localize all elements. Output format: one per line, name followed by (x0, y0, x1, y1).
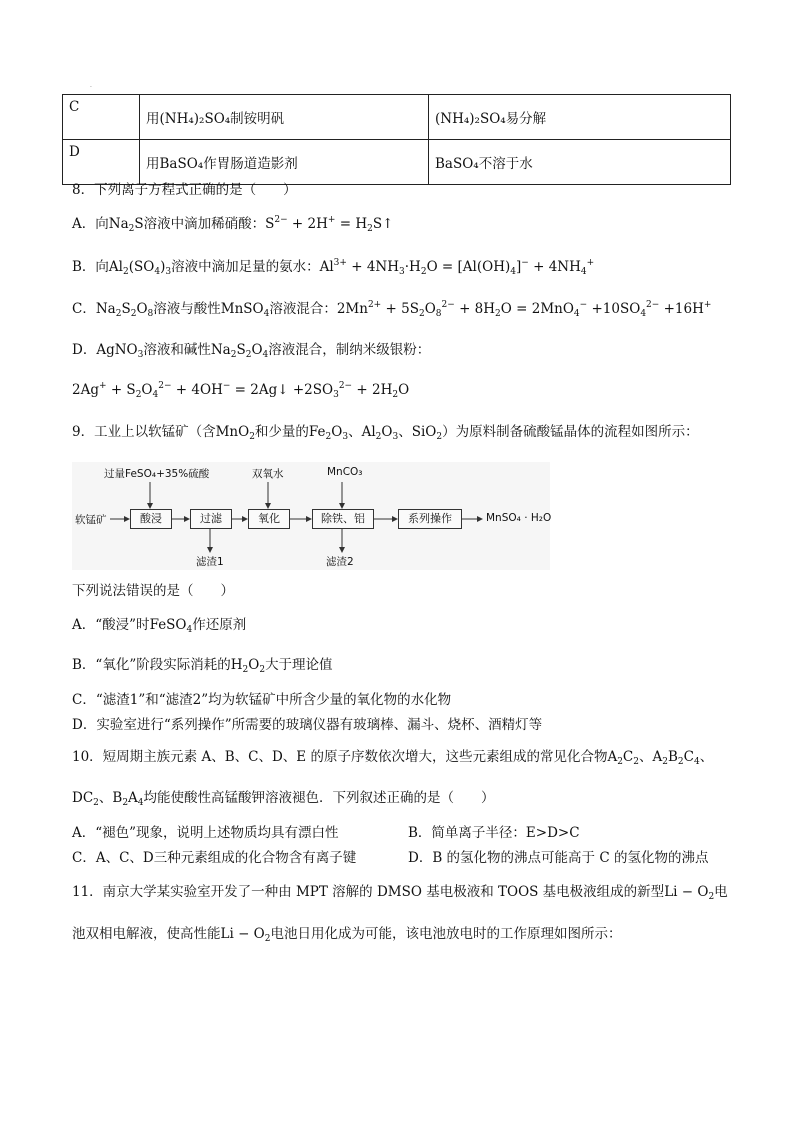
q11-stem-line1: 11．南京大学某实验室开发了一种由 MPT 溶解的 DMSO 基电极液和 TOOS 基电极液组成的新型$Li - O_2$电 (72, 884, 728, 902)
q8-option-a: A．向$Na_2S$溶液中滴加稀硝酸：$S^{2-} + 2H^+$ = $H_2S↑$ (72, 215, 394, 234)
process-flow-diagram (72, 462, 550, 570)
flow-step: 酸浸 (130, 509, 172, 529)
flow-product: MnSO₄ · H₂O (486, 512, 552, 524)
q9-option-d: D．实验室进行“系列操作”所需要的玻璃仪器有玻璃棒、漏斗、烧杯、酒精灯等 (72, 717, 543, 733)
table-row (63, 140, 731, 185)
q9-option-a: A．“酸浸”时FeSO$_4$作还原剂 (72, 617, 247, 635)
q8-option-c: C．$Na_2S_2O_8$溶液与酸性MnSO$_4$溶液混合：$2Mn^{2+} + 5S_2O_8^{2-} + 8H_2O = 2MnO_4^- +10SO_4^{2-} +16H^+$ (72, 300, 712, 319)
table-row (63, 95, 731, 140)
table-cell: (NH₄)₂SO₄易分解 (429, 95, 731, 140)
flow-residue: 滤渣2 (326, 556, 354, 568)
q8-option-d-equation: $2Ag^+ + S_2O_4^{2-} + 4OH^-$ = 2Ag↓ $+2SO_3^{2-} + 2H_2O$ (72, 381, 410, 400)
q10-stem-line1: 10．短周期主族元素 A、B、C、D、E 的原子序数依次增大，这些元素组成的常见化合物$A_2C_2$、$A_2B_2C_4$、 (72, 749, 714, 767)
q10-stem-line2: $DC_2$、$B_2A_4$均能使酸性高锰酸钾溶液褪色．下列叙述正确的是（ ） (72, 790, 495, 808)
flow-reagent: 过量FeSO₄+35%硫酸 (104, 468, 210, 480)
q9-ask: 下列说法错误的是（ ） (72, 583, 234, 599)
q8-option-d: D．AgNO$_3$溶液和碱性$Na_2S_2O_4$溶液混合，制纳米级银粉： (72, 342, 431, 360)
flow-step: 过滤 (190, 509, 232, 529)
q10-option-c: C．A、C、D三种元素组成的化合物含有离子键 (72, 850, 357, 866)
flow-step: 氧化 (248, 509, 290, 529)
flow-input: 软锰矿 (75, 514, 107, 526)
flow-step: 系列操作 (398, 509, 462, 529)
table-cell: 用(NH₄)₂SO₄制铵明矾 (140, 95, 429, 140)
q8-stem: 8．下列离子方程式正确的是（ ） (72, 182, 297, 198)
flow-step: 除铁、铝 (312, 509, 374, 529)
q10-option-d: D．B 的氢化物的沸点可能高于 C 的氢化物的沸点 (408, 850, 709, 866)
options-table (62, 94, 731, 185)
flow-reagent: 双氧水 (252, 468, 284, 480)
q11-stem-line2: 池双相电解液，使高性能$Li - O_2$电池日用化成为可能，该电池放电时的工作原理如图所示： (72, 926, 622, 944)
flow-reagent: MnCO₃ (327, 466, 363, 478)
q10-option-a: A．“褪色”现象，说明上述物质均具有漂白性 (72, 825, 339, 841)
table-cell: 用BaSO₄作胃肠道造影剂 (140, 140, 429, 185)
q8-option-b: B．向$Al_2(SO_4)_3$溶液中滴加足量的氨水：$Al^{3+} + 4NH_3\cdot H_2O = [Al(OH)_4]^- + 4NH_4^+$ (72, 258, 595, 277)
scan-dot: · (90, 84, 92, 91)
row-label: C (63, 95, 140, 140)
q9-stem: 9．工业上以软锰矿（含MnO$_2$和少量的$Fe_2O_3$、$Al_2O_3$、SiO$_2$）为原料制备硫酸锰晶体的流程如图所示： (72, 424, 699, 442)
flow-residue: 滤渣1 (196, 556, 224, 568)
table-cell: BaSO₄不溶于水 (429, 140, 731, 185)
q9-option-c: C．“滤渣1”和“滤渣2”均为软锰矿中所含少量的氧化物的水化物 (72, 692, 452, 708)
q9-option-b: B．“氧化”阶段实际消耗的$H_2O_2$大于理论值 (72, 657, 333, 675)
q10-option-b: B．简单离子半径：E>D>C (408, 825, 580, 841)
row-label: D (63, 140, 140, 185)
